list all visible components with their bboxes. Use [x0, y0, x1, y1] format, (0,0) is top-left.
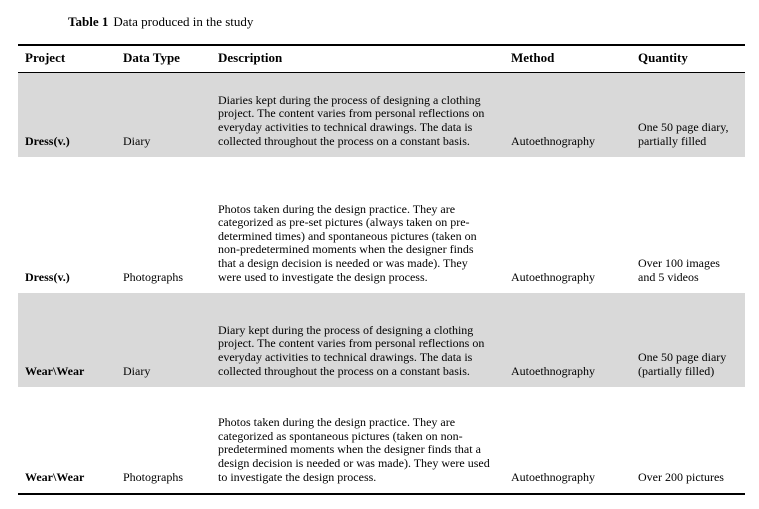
cell-project: Dress(v.): [25, 269, 70, 284]
cell-data-type: Photographs: [123, 269, 183, 284]
table-row-dress-photographs: [18, 157, 745, 293]
column-header-data-type: Data Type: [116, 45, 211, 73]
column-header-method: Method: [504, 45, 631, 73]
cell-method: Autoethnography: [511, 133, 595, 148]
header-row: [18, 45, 745, 73]
table-caption-text: Data produced in the study: [113, 14, 254, 29]
data-table: [18, 44, 745, 496]
cell-data-type: Diary: [123, 133, 151, 148]
column-header-description: Description: [211, 45, 504, 73]
cell-description: Diaries kept during the process of designing a clothing project. The content varies from personal reflections on everyday activities to technical drawings. The data is collected throughout the process on a constant basis.: [218, 92, 485, 148]
cell-description: Photos taken during the design practice. They are categorized as spontaneous pictures (taken on non-predetermined moments when the designer finds that a design decision is needed or was made). They were used to investigate the design process.: [218, 415, 490, 484]
cell-description: Diary kept during the process of designing a clothing project. The content varies from personal reflections on everyday activities to technical drawings. The data is collected throughout the process on a constant basis.: [218, 322, 485, 378]
cell-description: Photos taken during the design practice. They are categorized as pre-set pictures (always taken on pre-determined times) and spontaneous pictures (taken on non-predetermined moments when the designer finds that a design decision is needed or was made). They were used to investigate the design process.: [218, 201, 477, 284]
cell-quantity: Over 200 pictures: [638, 469, 724, 484]
cell-project: Wear\Wear: [25, 363, 85, 378]
table-row-wearwear-photographs: [18, 387, 745, 494]
column-header-project: Project: [18, 45, 116, 73]
table-caption: [68, 14, 759, 30]
cell-method: Autoethnography: [511, 469, 595, 484]
column-header-quantity: Quantity: [631, 45, 745, 73]
table-caption-label: Table 1: [68, 14, 109, 29]
cell-project: Wear\Wear: [25, 469, 85, 484]
table-row-wearwear-diary: [18, 293, 745, 387]
table-row-dress-diary: [18, 72, 745, 157]
cell-method: Autoethnography: [511, 269, 595, 284]
cell-method: Autoethnography: [511, 363, 595, 378]
cell-quantity: One 50 page diary, partially filled: [638, 120, 729, 148]
cell-quantity: One 50 page diary (partially filled): [638, 350, 727, 378]
cell-quantity: Over 100 images and 5 videos: [638, 256, 720, 284]
cell-data-type: Diary: [123, 363, 151, 378]
cell-data-type: Photographs: [123, 469, 183, 484]
cell-project: Dress(v.): [25, 133, 70, 148]
